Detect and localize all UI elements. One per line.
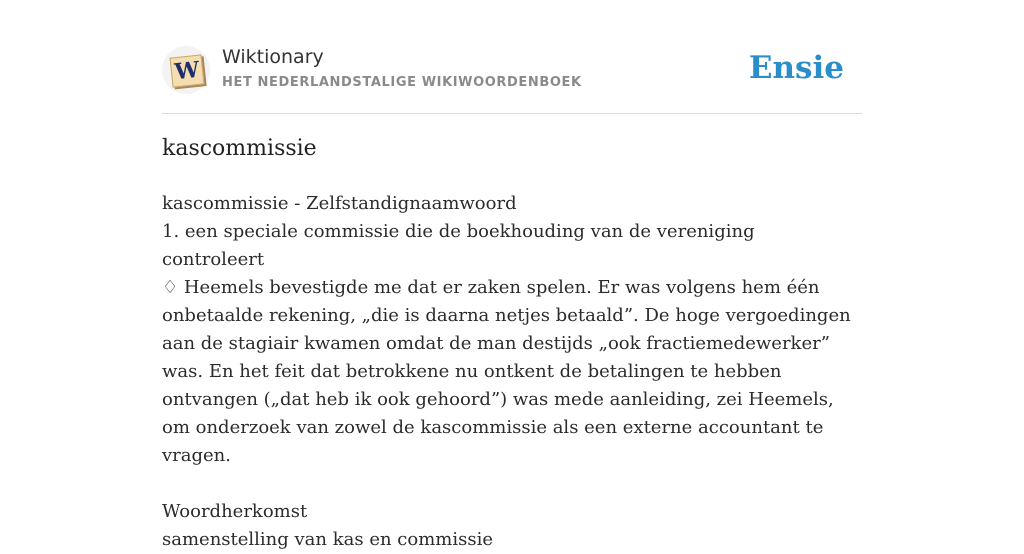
wiktionary-logo-icon[interactable] [162,46,210,94]
section-spacer [162,470,862,498]
header-divider [162,113,862,114]
site-header [162,44,862,100]
entry-content [162,190,862,554]
etymology-text: samenstelling van kas en commissie [162,529,493,550]
logo-tile: W [170,54,205,87]
example-quote: ♢ Heemels bevestigde me dat er zaken spelen. Er was volgens hem één onbetaalde rekening, „die is daarna netjes betaald”. De hoge vergoedingen aan de stagiair kwamen omdat de man destijds „ook fractiemedewerker” was. En het feit dat betrokkene nu ontkent de betalingen te hebben ontvangen („dat heb ik ook gehoord”) was mede aanleiding, zei Heemels, om onderzoek van zowel de kascommissie als een externe accountant te vragen. [162,277,851,466]
etymology-heading: Woordherkomst [162,501,308,522]
part-of-speech-line: kascommissie - Zelfstandignaamwoord [162,193,517,214]
site-tagline: HET NEDERLANDSTALIGE WIKIWOORDENBOEK [222,75,582,90]
site-name[interactable]: Wiktionary [222,46,324,68]
ensie-logo[interactable]: Ensie [748,50,844,86]
page-title: kascommissie [162,136,317,161]
definition: 1. een speciale commissie die de boekhouding van de vereniging controleert [162,221,755,270]
